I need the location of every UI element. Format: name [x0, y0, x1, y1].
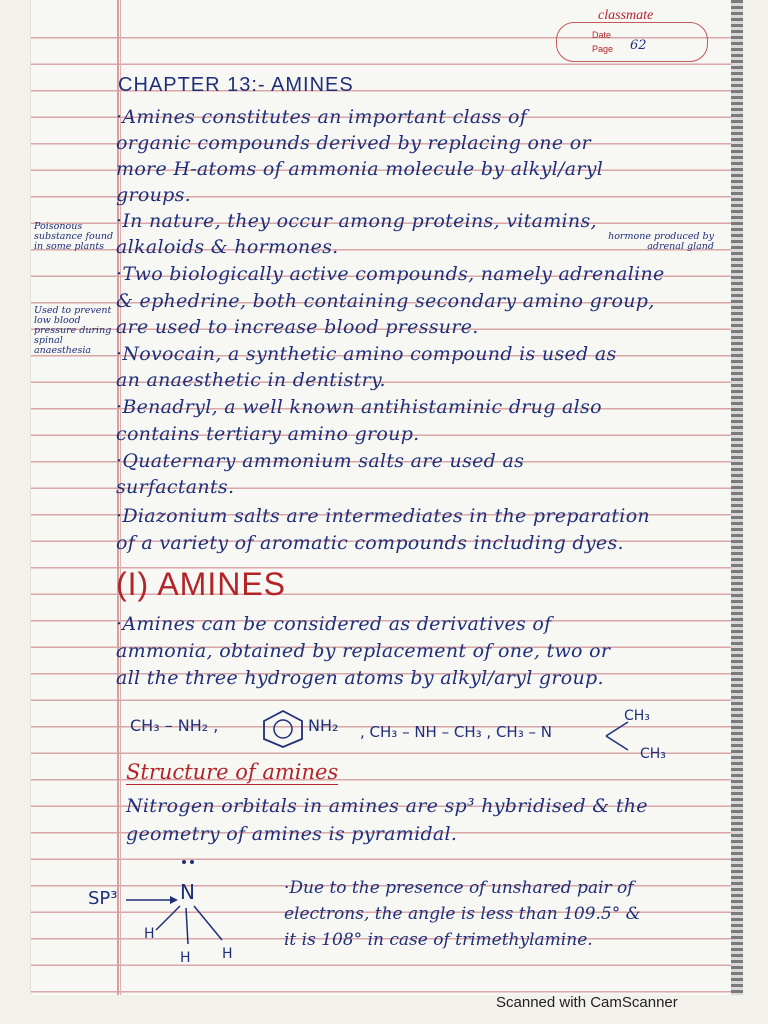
hydrogen-left-label: H	[144, 926, 155, 942]
margin-note-prevent: Used to prevent low blood pressure during spinal anaesthesia	[34, 305, 112, 356]
benzene-ring-icon	[258, 708, 308, 748]
date-label: Date	[592, 30, 612, 40]
formula-methylamine: CH₃ – NH₂ ,	[130, 716, 219, 735]
text-line: alkaloids & hormones.	[116, 236, 339, 258]
text-line: surfactants.	[116, 476, 235, 498]
nitrogen-pyramid-diagram	[78, 852, 278, 972]
text-line: ·Amines constitutes an important class of	[116, 106, 528, 128]
text-line: groups.	[116, 184, 191, 206]
text-line: organic compounds derived by replacing one or	[116, 132, 591, 154]
text-line: electrons, the angle is less than 109.5° &	[284, 904, 641, 924]
text-line: are used to increase blood pressure.	[116, 316, 479, 338]
text-line: ·Due to the presence of unshared pair of	[284, 878, 634, 898]
text-line: Nitrogen orbitals in amines are sp³ hybridised & the	[126, 795, 648, 817]
margin-note-poisonous: Poisonous substance found in some plants	[34, 221, 114, 252]
formula-dimethyl: , CH₃ – NH – CH₃ , CH₃ – N	[360, 723, 552, 741]
hydrogen-right-label: H	[222, 946, 233, 962]
hydrogen-mid-label: H	[180, 950, 191, 966]
scanner-watermark: Scanned with CamScanner	[496, 994, 678, 1011]
text-line: ·Two biologically active compounds, namely adrenaline	[116, 263, 665, 285]
formula-branch-bottom: CH₃	[640, 746, 666, 762]
text-line: ·In nature, they occur among proteins, vitamins,	[116, 210, 597, 232]
sp3-label: SP³	[88, 888, 118, 909]
text-line: ·Quaternary ammonium salts are used as	[116, 450, 525, 472]
text-line: ·Benadryl, a well known antihistaminic drug also	[116, 396, 602, 418]
nitrogen-label: N	[180, 880, 195, 904]
spiral-binding	[731, 0, 743, 995]
formula-branch-top: CH₃	[624, 708, 650, 724]
text-line: & ephedrine, both containing secondary amino group,	[116, 290, 655, 312]
text-line: ·Diazonium salts are intermediates in the preparation	[116, 505, 650, 527]
text-line: all the three hydrogen atoms by alkyl/aryl group.	[116, 667, 604, 689]
text-line: an anaesthetic in dentistry.	[116, 369, 386, 391]
page-label: Page	[592, 44, 614, 54]
text-line: ·Novocain, a synthetic amino compound is used as	[116, 343, 617, 365]
text-line: it is 108° in case of trimethylamine.	[284, 930, 593, 950]
text-line: ·Amines can be considered as derivatives of	[116, 613, 552, 635]
text-line: contains tertiary amino group.	[116, 423, 420, 445]
text-line: ammonia, obtained by replacement of one, two or	[116, 640, 611, 662]
structure-heading: Structure of amines	[126, 760, 339, 784]
text-line: more H-atoms of ammonia molecule by alkyl/aryl	[116, 158, 604, 180]
page-number: 62	[630, 38, 647, 53]
chapter-title: CHAPTER 13:- AMINES	[118, 74, 354, 96]
formula-aniline-nh2: NH₂	[308, 716, 339, 735]
text-line: geometry of amines is pyramidal.	[126, 823, 458, 845]
margin-note-hormone: hormone produced by adrenal gland	[608, 231, 714, 252]
brand-logo: classmate	[598, 8, 654, 23]
section-heading: (I) AMINES	[116, 566, 287, 602]
text-line: of a variety of aromatic compounds including dyes.	[116, 532, 624, 554]
